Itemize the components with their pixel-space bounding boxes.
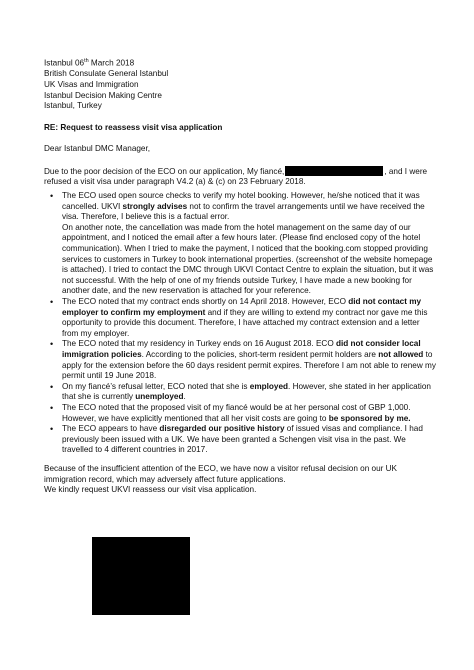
body-text: The ECO appears to have (62, 424, 160, 434)
closing-line: Because of the insufficient attention of the ECO, we have now a visitor refusal decision on our UK immigration record, which may adversely affect future applications. (44, 463, 398, 484)
list-item (50, 297, 436, 339)
emphasis-text: did not contact my employer to confirm my employment (62, 297, 422, 317)
date-rest: March 2018 (88, 58, 135, 68)
body-text: The ECO used open source checks to verify my hotel booking. However, he/she noticed that it was cancelled. UKVI (62, 191, 420, 211)
list-item (50, 191, 436, 297)
emphasis-text: unemployed (135, 392, 184, 402)
emphasis-text: employed (249, 381, 289, 391)
body-text: to apply for the extension before the 60 days resident permit expires. Therefore I am not able to renew my permit until 19 June 2018. (62, 349, 436, 381)
body-text: not to confirm the travel arrangements until we have received the visa. Therefore, I believe this is a factual error. (62, 201, 425, 222)
closing-paragraph (44, 464, 436, 496)
redacted-name (285, 166, 383, 176)
body-text: and if they are willing to extend my contract nor gave me this opportunity to provide this document. Therefore, I have attached my contract extension and a letter from my employer. (62, 307, 428, 338)
address-line: Istanbul Decision Making Centre (44, 90, 162, 100)
subject-line: RE: Request to reassess visit visa application (44, 122, 223, 132)
body-text: The ECO noted that my residency in Turkey ends on 16 August 2018. ECO (62, 339, 336, 349)
bullet-icon: • (50, 402, 54, 413)
emphasis-text: disregarded our positive history (159, 424, 285, 434)
bullet-icon: • (50, 339, 54, 350)
body-text: of issued visas and compliance. I had previously been issued with a UK. We have been granted a Schengen visit visa in the past. We travelled to 4 different countries in 2017. (62, 424, 423, 455)
body-text: On my fiancé’s refusal letter, ECO noted that she is (62, 381, 250, 391)
redacted-signature (92, 537, 190, 615)
bullet-icon: • (50, 191, 54, 202)
list-item (50, 424, 436, 456)
recipient-address (44, 69, 436, 111)
address-line: Istanbul, Turkey (44, 101, 102, 111)
body-text: . However, she stated in her application that she is currently (62, 381, 431, 402)
address-block (44, 56, 436, 112)
intro-paragraph (44, 166, 436, 188)
letter-date (44, 56, 436, 69)
intro-text-after: , and I were refused a visit visa under paragraph V4.2 (a) & (c) on 23 February 2018. (44, 166, 428, 187)
bullet-icon: • (50, 297, 54, 308)
list-item (50, 402, 436, 424)
body-text: The ECO noted that my contract ends shortly on 14 April 2018. However, ECO (62, 297, 349, 307)
bullet-icon: • (50, 381, 54, 392)
list-item (50, 381, 436, 403)
list-item (50, 339, 436, 381)
date-city: Istanbul 06 (44, 58, 85, 68)
letter (44, 56, 436, 496)
date-superscript: th (84, 58, 89, 64)
address-line: British Consulate General Istanbul (44, 69, 169, 79)
bullet-icon: • (50, 424, 54, 435)
closing-line: We kindly request UKVI reassess our visit visa application. (44, 485, 257, 495)
salutation: Dear Istanbul DMC Manager, (44, 144, 151, 154)
body-text: . (183, 392, 186, 402)
body-text: . According to the policies, short-term resident permit holders are (141, 349, 379, 359)
intro-text-before: Due to the poor decision of the ECO on our application, My fiancé, (44, 166, 285, 176)
emphasis-text: be sponsored by me. (328, 413, 411, 423)
points-list (44, 191, 436, 456)
list-item-continuation: On another note, the cancellation was made from the hotel management on the same day of our appointment, and I noticed the email after a few hours later. (Please find enclosed copy of the hotel communication). When I tried to make the payment, I noticed that the booking.com stopped providing services to customers in Turkey to book international properties. (screenshot of the website homepage is attached). I tried to contact the DMC through UKVI Contact Centre to explain the situation, but it was not successful. With the help of one of my friends outside Turkey, I have made a new booking for another date, and the new reservation is attached for your reference. (62, 222, 434, 296)
emphasis-text: not allowed (378, 349, 424, 359)
address-line: UK Visas and Immigration (44, 79, 139, 89)
body-text: The ECO noted that the proposed visit of my fiancé would be at her personal cost of GBP 1,000. However, we have explicitly mentioned that all her visit costs are going to (62, 402, 411, 423)
emphasis-text: strongly advises (122, 201, 188, 211)
emphasis-text: did not consider local immigration policies (62, 339, 421, 359)
